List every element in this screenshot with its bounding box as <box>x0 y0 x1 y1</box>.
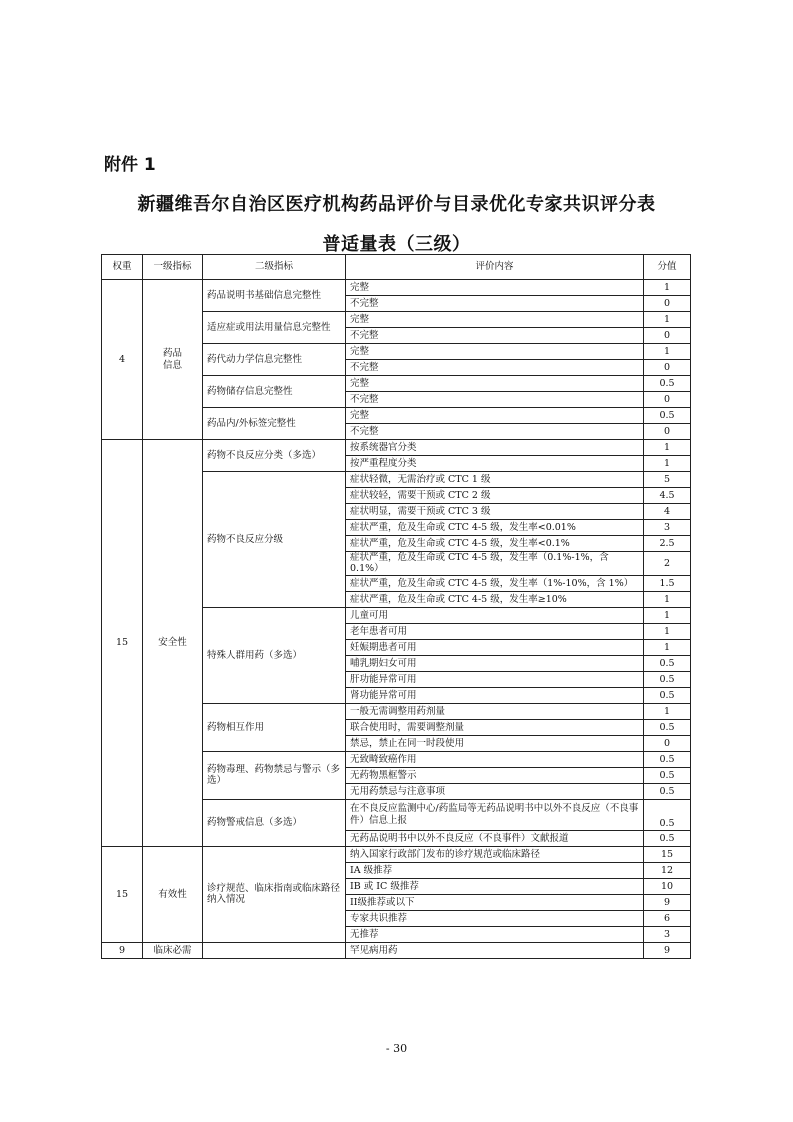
content-cell: 专家共识推荐 <box>346 910 644 926</box>
score-cell: 1 <box>644 703 691 719</box>
score-cell: 1 <box>644 344 691 360</box>
level2-cell: 诊疗规范、临床指南或临床路径纳入情况 <box>203 846 346 942</box>
header-level2: 二级指标 <box>203 255 346 280</box>
content-cell: 联合使用时，需要调整剂量 <box>346 719 644 735</box>
document-subtitle: 普适量表（三级） <box>322 234 471 255</box>
content-cell: IB 或 IC 级推荐 <box>346 878 644 894</box>
score-cell: 1.5 <box>644 575 691 591</box>
content-cell: 按严重程度分类 <box>346 456 644 472</box>
table-body <box>102 280 691 959</box>
header-row <box>102 255 691 280</box>
content-cell: 不完整 <box>346 296 644 312</box>
content-cell: 症状严重，危及生命或 CTC 4-5 级，发生率≥10% <box>346 591 644 607</box>
score-cell: 1 <box>644 639 691 655</box>
weight-cell: 9 <box>102 942 143 958</box>
level1-cell: 有效性 <box>143 846 203 942</box>
level2-cell <box>203 942 346 958</box>
level2-cell: 药物不良反应分级 <box>203 472 346 608</box>
score-cell: 3 <box>644 520 691 536</box>
score-cell: 2.5 <box>644 536 691 552</box>
content-cell: 症状较轻，需要干预或 CTC 2 级 <box>346 488 644 504</box>
content-cell: 完整 <box>346 408 644 424</box>
score-cell: 0.5 <box>644 767 691 783</box>
content-cell: 纳入国家行政部门发布的诊疗规范或临床路径 <box>346 846 644 862</box>
level2-cell: 药物相互作用 <box>203 703 346 751</box>
score-cell: 1 <box>644 280 691 296</box>
content-cell: 禁忌，禁止在同一时段使用 <box>346 735 644 751</box>
score-cell: 1 <box>644 591 691 607</box>
content-cell: 完整 <box>346 312 644 328</box>
score-cell: 0 <box>644 735 691 751</box>
weight-cell: 4 <box>102 280 143 440</box>
content-cell: IA 级推荐 <box>346 862 644 878</box>
score-cell: 2 <box>644 552 691 576</box>
score-cell: 0.5 <box>644 830 691 846</box>
score-cell: 1 <box>644 456 691 472</box>
content-cell: 哺乳期妇女可用 <box>346 655 644 671</box>
content-cell: 无致畸致癌作用 <box>346 751 644 767</box>
content-cell: 儿童可用 <box>346 607 644 623</box>
content-cell: 不完整 <box>346 392 644 408</box>
header-content: 评价内容 <box>346 255 644 280</box>
score-cell: 12 <box>644 862 691 878</box>
content-cell: 症状严重，危及生命或 CTC 4-5 级，发生率<0.01% <box>346 520 644 536</box>
weight-cell: 15 <box>102 440 143 847</box>
content-cell: 妊娠期患者可用 <box>346 639 644 655</box>
content-cell: 无药物黑框警示 <box>346 767 644 783</box>
content-cell: 无推荐 <box>346 926 644 942</box>
content-cell: 罕见病用药 <box>346 942 644 958</box>
content-cell: 症状严重，危及生命或 CTC 4-5 级，发生率（1%-10%，含 1%） <box>346 575 644 591</box>
score-cell: 0.5 <box>644 783 691 799</box>
level1-cell: 药品 信息 <box>143 280 203 440</box>
score-cell: 0 <box>644 392 691 408</box>
content-cell: 肝功能异常可用 <box>346 671 644 687</box>
score-table <box>101 254 691 959</box>
score-cell: 9 <box>644 942 691 958</box>
score-cell: 0 <box>644 296 691 312</box>
content-cell: 症状严重，危及生命或 CTC 4-5 级，发生率<0.1% <box>346 536 644 552</box>
score-cell: 3 <box>644 926 691 942</box>
table-row <box>102 440 691 456</box>
score-cell: 0.5 <box>644 376 691 392</box>
content-cell: 无用药禁忌与注意事项 <box>346 783 644 799</box>
content-cell: 完整 <box>346 376 644 392</box>
header-weight: 权重 <box>102 255 143 280</box>
level2-cell: 特殊人群用药（多选） <box>203 607 346 703</box>
score-cell: 0.5 <box>644 719 691 735</box>
table-row <box>102 846 691 862</box>
score-cell: 6 <box>644 910 691 926</box>
score-cell: 0.5 <box>644 751 691 767</box>
level1-cell: 临床必需 <box>143 942 203 958</box>
level1-cell: 安全性 <box>143 440 203 847</box>
content-cell: 无药品说明书中以外不良反应（不良事件）文献报道 <box>346 830 644 846</box>
score-cell: 0.5 <box>644 408 691 424</box>
content-cell: 完整 <box>346 344 644 360</box>
content-cell: 肾功能异常可用 <box>346 687 644 703</box>
score-cell: 0.5 <box>644 655 691 671</box>
level2-cell: 药物毒理、药物禁忌与警示（多选） <box>203 751 346 799</box>
level2-cell: 药代动力学信息完整性 <box>203 344 346 376</box>
score-cell: 0 <box>644 360 691 376</box>
score-cell: 0.5 <box>644 671 691 687</box>
score-cell: 1 <box>644 312 691 328</box>
content-cell: 症状严重，危及生命或 CTC 4-5 级，发生率（0.1%-1%，含 0.1%） <box>346 552 644 576</box>
content-cell: 完整 <box>346 280 644 296</box>
level2-cell: 药品说明书基础信息完整性 <box>203 280 346 312</box>
table-row <box>102 280 691 296</box>
level2-cell: 药物储存信息完整性 <box>203 376 346 408</box>
page-number: - 30 <box>385 1042 408 1055</box>
score-cell: 10 <box>644 878 691 894</box>
level2-cell: 适应症或用法用量信息完整性 <box>203 312 346 344</box>
score-cell: 1 <box>644 607 691 623</box>
attachment-label: 附件 1 <box>104 155 156 175</box>
content-cell: 不完整 <box>346 424 644 440</box>
score-cell: 4.5 <box>644 488 691 504</box>
content-cell: 不完整 <box>346 328 644 344</box>
weight-cell: 15 <box>102 846 143 942</box>
header-score: 分值 <box>644 255 691 280</box>
table-row <box>102 942 691 958</box>
header-level1: 一级指标 <box>143 255 203 280</box>
score-cell: 9 <box>644 894 691 910</box>
score-cell: 4 <box>644 504 691 520</box>
level2-cell: 药物警戒信息（多选） <box>203 799 346 846</box>
content-cell: 一般无需调整用药剂量 <box>346 703 644 719</box>
score-cell: 15 <box>644 846 691 862</box>
content-cell: 症状明显，需要干预或 CTC 3 级 <box>346 504 644 520</box>
document-title: 新疆维吾尔自治区医疗机构药品评价与目录优化专家共识评分表 <box>137 194 656 215</box>
score-cell: 0 <box>644 424 691 440</box>
level2-cell: 药品内/外标签完整性 <box>203 408 346 440</box>
content-cell: 在不良反应监测中心/药监局等无药品说明书中以外不良反应（不良事件）信息上报 <box>346 799 644 830</box>
content-cell: 按系统器官分类 <box>346 440 644 456</box>
score-cell: 0.5 <box>644 799 691 830</box>
score-cell: 0.5 <box>644 687 691 703</box>
content-cell: 老年患者可用 <box>346 623 644 639</box>
level2-cell: 药物不良反应分类（多选） <box>203 440 346 472</box>
score-cell: 0 <box>644 328 691 344</box>
content-cell: II级推荐或以下 <box>346 894 644 910</box>
score-cell: 1 <box>644 623 691 639</box>
content-cell: 症状轻微，无需治疗或 CTC 1 级 <box>346 472 644 488</box>
content-cell: 不完整 <box>346 360 644 376</box>
score-cell: 1 <box>644 440 691 456</box>
score-cell: 5 <box>644 472 691 488</box>
